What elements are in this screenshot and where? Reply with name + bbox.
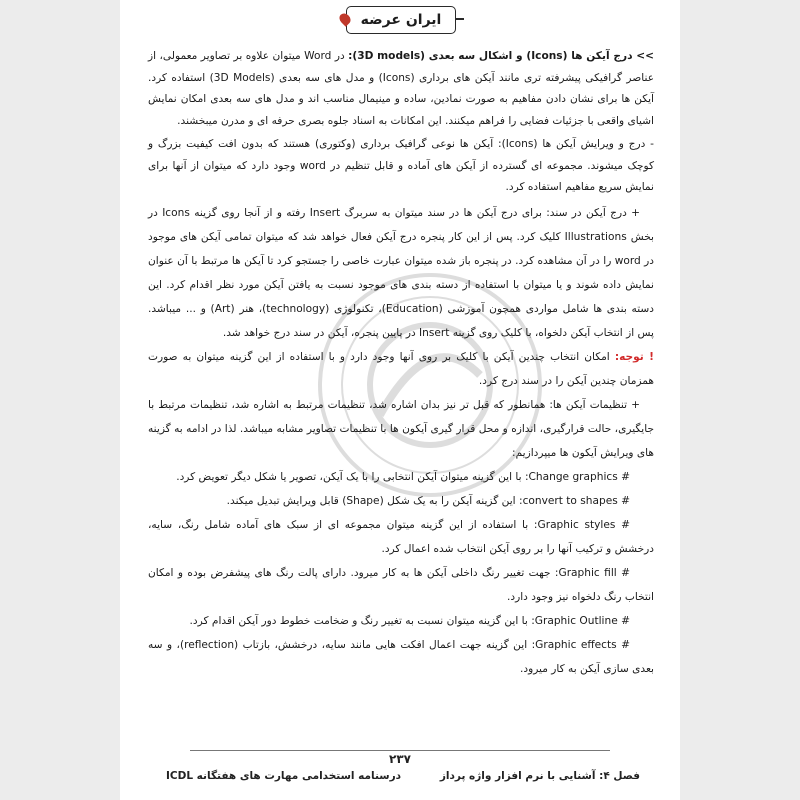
footer-divider [190,750,610,751]
main-content [148,46,654,681]
note-label: ! توجه: [614,350,654,363]
option-graphic-fill: # Graphic fill: جهت تغییر رنگ داخلی آیکن ها به کار میرود. دارای پالت رنگ های پیشفرض بوده و امکان انتخاب رنگ دلخواه نیز وجود دارد. [148,566,654,603]
chapter-title: فصل ۴: آشنایی با نرم افزار واژه پرداز [439,770,640,782]
option-change-graphics: # Change graphics: با این گزینه میتوان آیکن انتخابی را با یک آیکن، تصویر یا شکل دیگر تعویض کرد. [176,470,630,483]
intro-paragraph [148,46,654,132]
intro-body: در Word میتوان علاوه بر تصاویر معمولی، از عناصر گرافیکی پیشرفته تری مانند آیکن های برداری (Icons) و مدل های سه بعدی (3D Models) استفاده کرد. آیکن ها برای نشان دادن مفاهیم به صورت نمادین، ساده و مینیمال مناسب اند و مدل های سه بعدی امکان نمایش اشیای واقعی با جزئیات فضایی را فراهم میکنند. این امکانات به اسناد جلوه بصری حرفه ای و مدرن میبخشند. [148,50,655,127]
book-title: درسنامه استخدامی مهارت های هفتگانه ICDL [166,770,402,782]
option-convert-to-shapes: # convert to shapes: این گزینه آیکن را به یک شکل (Shape) قابل ویرایش تبدیل میکند. [226,494,630,507]
option-graphic-styles: # Graphic styles: با استفاده از این گزینه میتوان مجموعه ای از سبک های آماده شامل رنگ، سایه، درخشش و ترکیب آنها را بر روی آیکن انتخاب شده اعمال کرد. [148,518,654,555]
publisher-logo [346,6,456,34]
location-pin-icon [337,11,353,27]
note-paragraph [148,345,654,393]
insert-icon-paragraph: + درج آیکن در سند: برای درج آیکن ها در سند میتوان به سربرگ Insert رفته و از آنجا روی گزینه Icons در بخش Illustrations کلیک کرد. پس از این کار پنجره درج آیکن فعال خواهد شد که میتوان تمامی آیکن های موجود در word را در آن مشاهده کرد. در پنجره باز شده میتوان عبارت خاصی را جستجو کرد تا آیکن ها مرتبط با آن عنوان نمایش داده شوند و یا میتوان با استفاده از دسته بندی های موجود نسبت به یافتن آیکن مورد نظر اقدام کرد. این دسته بندی ها شامل مواردی همچون آموزشی (Education)، تکنولوژی (technology)، هنر (Art) و ... میباشد. پس از انتخاب آیکن دلخواه، با کلیک روی گزینه Insert در پایین پنجره، آیکن در سند درج خواهد شد. [148,206,655,339]
page-number: ۲۳۷ [389,752,411,766]
icon-settings-paragraph: + تنظیمات آیکن ها: همانطور که قبل تر نیز بدان اشاره شد، تنظیمات مرتبط به اشاره شد، تنظیمات مرتبط با جایگیری، حالت قرارگیری، اندازه و محل قرار گیری آیکون ها با تنظیمات تصاویر مشابه میباشد. لذا در ادامه به گزینه های ویرایش آیکون ها میپردازیم: [148,398,654,459]
intro-heading: >> درج آیکن ها (Icons) و اشکال سه بعدی (3D models): [348,50,655,62]
edit-icons-paragraph: - درج و ویرایش آیکن ها (Icons): آیکن ها نوعی گرافیک برداری (وکتوری) هستند که بدون افت کیفیت بزرگ و کوچک میشوند. مجموعه ای گسترده از آیکن های آماده و قابل تنظیم در word وجود دارد که میتوان از آنها برای نمایش سریع مفاهیم استفاده کرد. [148,138,655,193]
note-body: امکان انتخاب چندین آیکن با کلیک بر روی آنها وجود دارد و با استفاده از این گزینه میتوان به صورت همزمان چندین آیکن را در سند درج کرد. [148,350,654,387]
document-page [120,0,680,800]
logo-text: ایران عرضه [360,12,442,28]
option-graphic-outline: # Graphic Outline: با این گزینه میتوان نسبت به تغییر رنگ و ضخامت خطوط دور آیکن اقدام کرد. [189,614,630,627]
option-graphic-effects: # Graphic effects: این گزینه جهت اعمال افکت هایی مانند سایه، درخشش، بازتاب (reflection)، و سه بعدی سازی آیکن به کار میرود. [148,638,654,675]
